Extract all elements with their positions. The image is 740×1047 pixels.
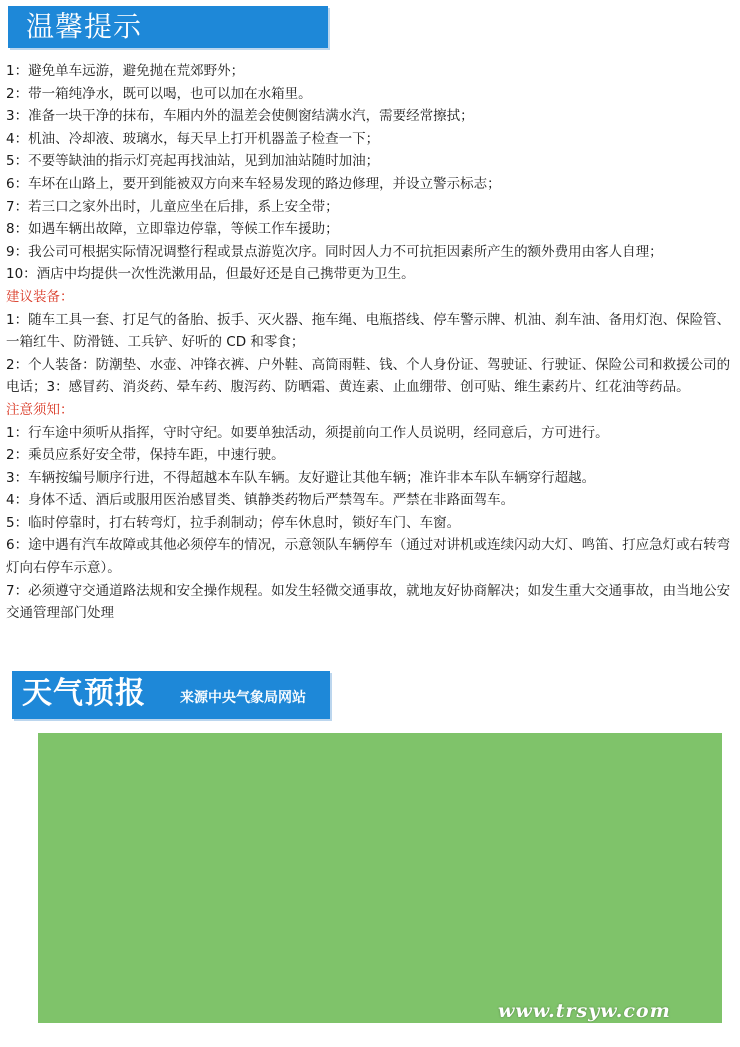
notice-item: 2：乘员应系好安全带，保持车距，中速行驶。	[6, 447, 285, 464]
tip-item: 5：不要等缺油的指示灯亮起再找油站，见到加油站随时加油；	[6, 153, 380, 170]
notice-item: 7：必须遵守交通道路法规和安全操作规程。如发生轻微交通事故，就地友好协商解决；如发生重大交通事故，由当地公安交通管理部门处理	[6, 582, 731, 622]
equipment-heading: 建议装备：	[6, 288, 74, 305]
notice-item: 5：临时停靠时，打右转弯灯，拉手刹制动；停车休息时，锁好车门、车窗。	[6, 514, 461, 531]
equipment-item: 2：个人装备：防潮垫、水壶、冲锋衣裤、户外鞋、高筒雨鞋、钱、个人身份证、驾驶证、行驶证、保险公司和救援公司的电话；3：感冒药、消炎药、晕车药、腹泻药、防晒霜、黄连素、止血绷带、创可贴、维生素药片、红花油等药品。	[6, 356, 731, 396]
tip-item: 2：带一箱纯净水，既可以喝，也可以加在水箱里。	[6, 85, 312, 102]
weather-banner-subtitle: 来源中央气象局网站	[180, 690, 306, 706]
site-watermark: www.trsyw.com	[498, 1000, 671, 1022]
notice-item: 6：途中遇有汽车故障或其他必须停车的情况，示意领队车辆停车（通过对讲机或连续闪动大灯、鸣笛、打应急灯或右转弯灯向右停车示意）。	[6, 537, 731, 577]
tip-item: 6：车坏在山路上，要开到能被双方向来车轻易发现的路边修理，并设立警示标志；	[6, 175, 501, 192]
notice-item: 4：身体不适、酒后或服用医治感冒类、镇静类药物后严禁驾车。严禁在非路面驾车。	[6, 492, 515, 509]
tip-item: 1：避免单车远游，避免抛在荒郊野外；	[6, 63, 245, 79]
tip-item: 10：酒店中均提供一次性洗漱用品，但最好还是自己携带更为卫生。	[6, 266, 415, 283]
notices-heading: 注意须知：	[6, 401, 74, 418]
tip-item: 7：若三口之家外出时，儿童应坐在后排，系上安全带；	[6, 198, 339, 215]
tip-item: 9：我公司可根据实际情况调整行程或景点游览次序。同时因人力不可抗拒因素所产生的额外费用由客人自理；	[6, 243, 663, 260]
equipment-item: 1：随车工具一套、打足气的备胎、扳手、灭火器、拖车绳、电瓶搭线、停车警示牌、机油、刹车油、备用灯泡、保险管、一箱红牛、防滑链、工兵铲、好听的 CD 和零食；	[6, 311, 731, 351]
tip-item: 3：准备一块干净的抹布，车厢内外的温差会使侧窗结满水汽，需要经常擦拭；	[6, 108, 474, 125]
weather-banner-title: 天气预报	[22, 676, 146, 711]
tips-banner	[8, 6, 328, 48]
tips-banner-title: 温馨提示	[26, 10, 143, 43]
tip-item: 8：如遇车辆出故障，立即靠边停靠，等候工作车援助；	[6, 221, 339, 238]
notice-item: 1：行车途中须听从指挥，守时守纪。如要单独活动，须提前向工作人员说明，经同意后，方可进行。	[6, 424, 609, 441]
content-body	[6, 60, 734, 625]
tip-item: 4：机油、冷却液、玻璃水，每天早上打开机器盖子检查一下；	[6, 130, 380, 147]
notice-item: 3：车辆按编号顺序行进，不得超越本车队车辆。友好避让其他车辆；准许非本车队车辆穿行超越。	[6, 469, 596, 486]
weather-banner	[12, 671, 330, 719]
weather-forecast-panel	[38, 733, 722, 1023]
